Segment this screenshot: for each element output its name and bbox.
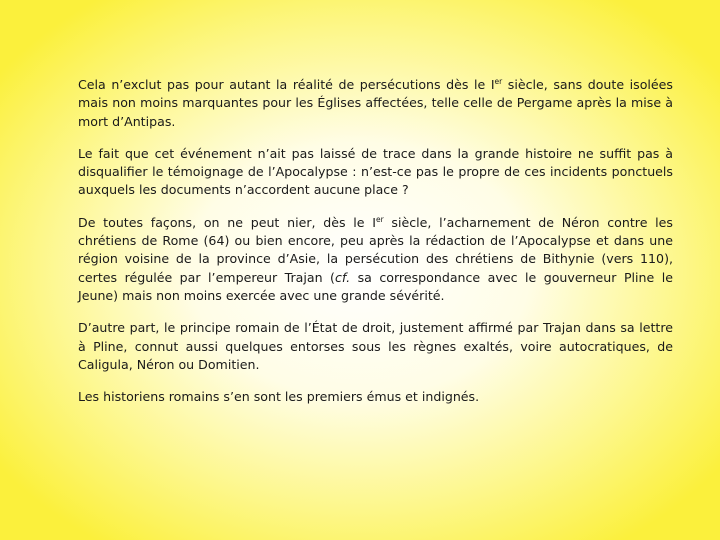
paragraph-1 (78, 76, 673, 131)
paragraph-5: Les historiens romains s’en sont les premiers émus et indignés. (78, 389, 480, 405)
paragraph-3-italic: cf. (334, 269, 351, 285)
paragraph-3-superscript: er (375, 214, 384, 224)
paragraph-1-superscript: er (494, 77, 503, 86)
paragraph-2: Le fait que cet événement n’ait pas laissé de trace dans la grande histoire ne suffit pas à disqualifier le témoignage de l’Apocalypse : n’est-ce pas le propre de ces incidents ponctuels auxquels les documents n’accordent aucune place ? (78, 145, 673, 198)
paragraph-3-text-c: sa correspondance avec le gouverneur Pline le Jeune) mais non moins exercée avec une grande sévérité. (78, 269, 673, 303)
paragraph-3-text-b: siècle, l’acharnement de Néron contre les chrétiens de Rome (64) ou bien encore, peu après la rédaction de l’Apocalypse et dans une région voisine de la province d’Asie, la persécution des chrétiens de Bithynie (vers 110), certes régulée par l’empereur Trajan ( (78, 214, 673, 285)
paragraph-4: D’autre part, le principe romain de l’État de droit, justement affirmé par Trajan dans sa lettre à Pline, connut aussi quelques entorses sous les règnes exaltés, voire autocratiques, de Caligula, Néron ou Domitien. (78, 320, 673, 372)
paragraph-1-text-a: Cela n’exclut pas pour autant la réalité de persécutions dès le I (78, 77, 495, 92)
text-block (78, 76, 673, 420)
paragraph-3-text-a: De toutes façons, on ne peut nier, dès le I (78, 214, 376, 230)
paragraph-3 (78, 214, 673, 305)
paragraph-1-text-b: siècle, sans doute isolées mais non moins marquantes pour les Églises affectées, telle celle de Pergame après la mise à mort d’Antipas. (78, 77, 673, 129)
